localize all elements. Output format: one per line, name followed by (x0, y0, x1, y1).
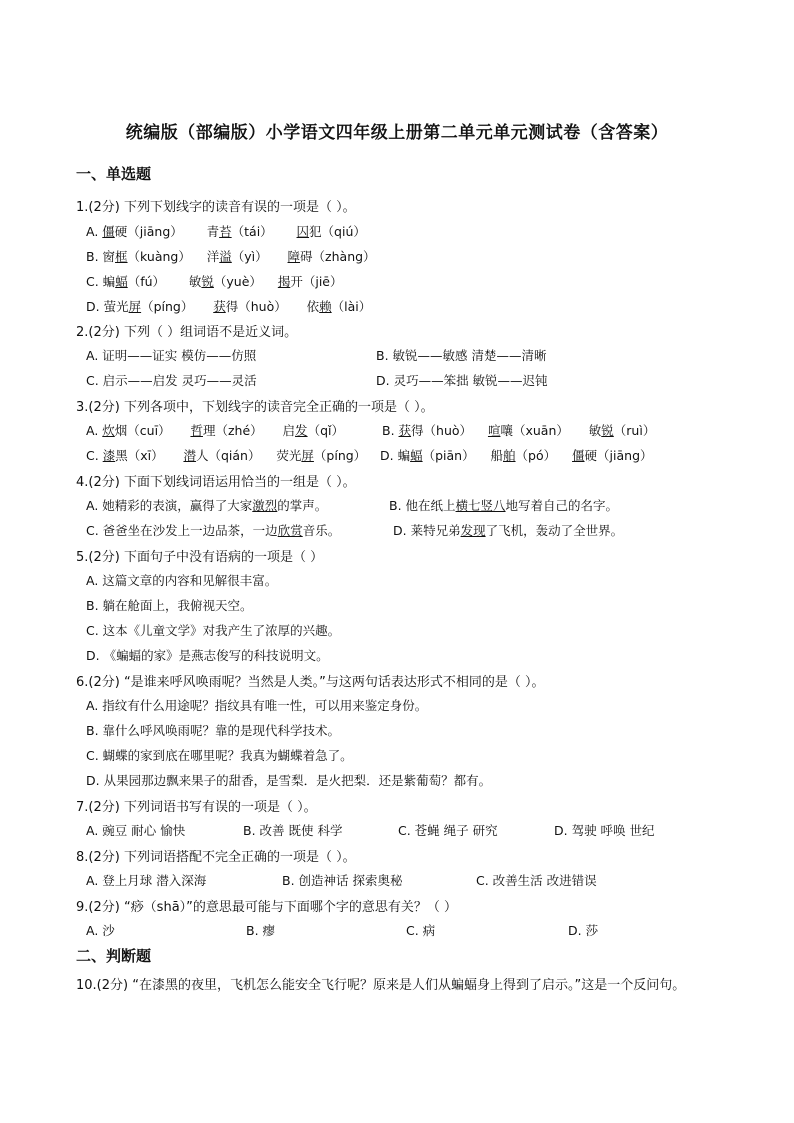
question-7-option-d: D. 驾驶 呼唤 世纪 (554, 823, 655, 838)
question-1-stem: 1.(2分) 下列下划线字的读音有误的一项是（ ）。 (76, 200, 356, 215)
question-5-option-a: A. 这篇文章的内容和见解很丰富。 (86, 573, 278, 588)
question-3-option-d: D. 蝙蝠（piān） 船舶（pó） 僵硬（jiāng） (380, 448, 653, 463)
question-9-option-c: C. 病 (406, 923, 436, 938)
question-4-option-c: C. 爸爸坐在沙发上一边品茶，一边欣赏音乐。 (86, 523, 341, 538)
question-3-option-b: B. 获得（huò） 喧嚷（xuān） 敏锐（ruì） (382, 423, 656, 438)
question-7-option-c: C. 苍蝇 绳子 研究 (398, 823, 498, 838)
question-1-option-a: A. 僵硬（jiāng） 青苔（tái） 囚犯（qiú） (86, 224, 366, 239)
question-5-option-c: C. 这本《儿童文学》对我产生了浓厚的兴趣。 (86, 623, 341, 638)
question-6-option-a: A. 指纹有什么用途呢？指纹具有唯一性，可以用来鉴定身份。 (86, 698, 428, 713)
question-2-option-a: A. 证明——证实 模仿——仿照 (86, 348, 257, 363)
question-1-option-b: B. 窗框（kuàng） 洋溢（yì） 障碍（zhàng） (86, 249, 376, 264)
question-9-option-d: D. 莎 (568, 923, 599, 938)
question-4-option-a: A. 她精彩的表演，赢得了大家激烈的掌声。 (86, 498, 328, 513)
section-heading-judgement: 二、判断题 (76, 947, 152, 965)
question-1-option-c: C. 蝙蝠（fú） 敏锐（yuè） 揭开（jiē） (86, 274, 343, 289)
question-7-option-b: B. 改善 既使 科学 (243, 823, 343, 838)
question-8-option-a: A. 登上月球 潜入深海 (86, 873, 207, 888)
question-9-option-b: B. 瘳 (246, 923, 276, 938)
question-4-stem: 4.(2分) 下面下划线词语运用恰当的一组是（ ）。 (76, 475, 356, 490)
question-6-option-c: C. 蝴蝶的家到底在哪里呢？我真为蝴蝶着急了。 (86, 748, 353, 763)
question-10-stem: 10.(2分) “在漆黑的夜里，飞机怎么能安全飞行呢？原来是人们从蝙蝠身上得到了启示。”这是一个反问句。 (76, 978, 686, 993)
question-8-stem: 8.(2分) 下列词语搭配不完全正确的一项是（ ）。 (76, 850, 356, 865)
question-5-stem: 5.(2分) 下面句子中没有语病的一项是（ ） (76, 550, 324, 565)
question-4-option-b: B. 他在纸上横七竖八地写着自己的名字。 (389, 498, 619, 513)
question-2-option-d: D. 灵巧——笨拙 敏锐——迟钝 (376, 373, 548, 388)
question-3-option-c: C. 漆黑（xī） 潜人（qián） 荧光屏（píng） (86, 448, 367, 463)
question-9-stem: 9.(2分) “痧（shā）”的意思最可能与下面哪个字的意思有关？（ ） (76, 900, 458, 915)
question-6-stem: 6.(2分) “是谁来呼风唤雨呢？当然是人类。”与这两句话表达形式不相同的是（ ）。 (76, 675, 545, 690)
section-heading-single-choice: 一、单选题 (76, 165, 152, 183)
question-2-option-b: B. 敏锐——敏感 清楚——清晰 (376, 348, 547, 363)
question-1-option-d: D. 萤光屏（píng） 获得（huò） 依赖（lài） (86, 299, 372, 314)
question-6-option-d: D. 从果园那边飘来果子的甜香，是雪梨．是火把梨．还是紫葡萄？都有。 (86, 773, 492, 788)
question-7-option-a: A. 豌豆 耐心 愉快 (86, 823, 186, 838)
question-9-option-a: A. 沙 (86, 923, 115, 938)
question-5-option-d: D. 《蝙蝠的家》是燕志俊写的科技说明文。 (86, 648, 329, 663)
question-7-stem: 7.(2分) 下列词语书写有误的一项是（ ）。 (76, 800, 317, 815)
question-5-option-b: B. 躺在舱面上，我俯视天空。 (86, 598, 253, 613)
question-3-option-a: A. 炊烟（cuī） 哲理（zhé） 启发（qǐ） (86, 423, 344, 438)
question-2-stem: 2.(2分) 下列（ ）组词语不是近义词。 (76, 325, 298, 340)
question-4-option-d: D. 莱特兄弟发现了飞机，轰动了全世界。 (393, 523, 624, 538)
question-6-option-b: B. 靠什么呼风唤雨呢？靠的是现代科学技术。 (86, 723, 341, 738)
question-3-stem: 3.(2分) 下列各项中，下划线字的读音完全正确的一项是（ ）。 (76, 400, 434, 415)
page-title: 统编版（部编版）小学语文四年级上册第二单元单元测试卷（含答案） (125, 123, 669, 143)
question-8-option-b: B. 创造神话 探索奥秘 (282, 873, 403, 888)
question-2-option-c: C. 启示——启发 灵巧——灵活 (86, 373, 257, 388)
question-8-option-c: C. 改善生活 改进错误 (476, 873, 597, 888)
